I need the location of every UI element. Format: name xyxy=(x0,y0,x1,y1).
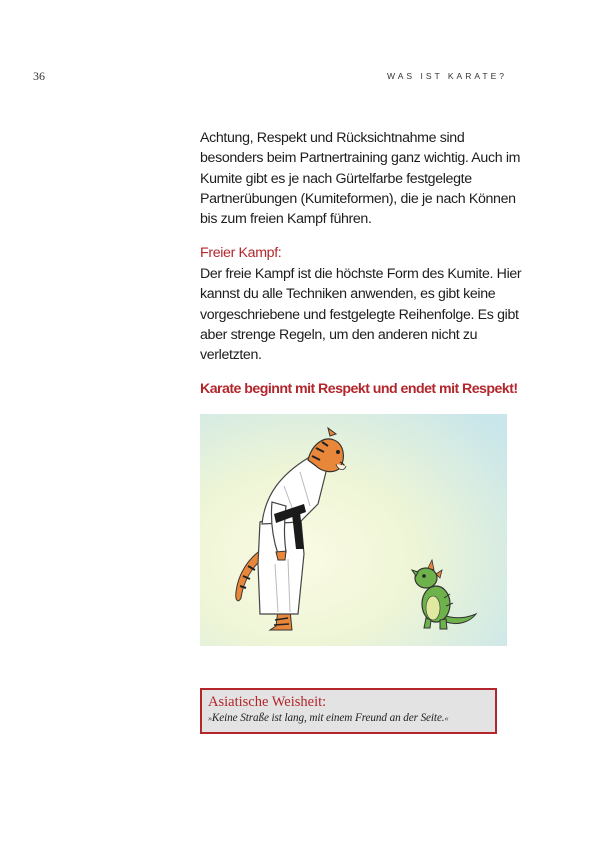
close-quote-mark: « xyxy=(444,714,449,723)
intro-paragraph: Achtung, Respekt und Rücksichtnahme sind besonders beim Partnertraining ganz wichtig. Auch im Kumite gibt es je nach Gürtelfarbe festgelegte Partnerübungen (Kumiteformen), die je nach Können bis zum freien Kampf führen. xyxy=(200,130,521,228)
tiger-bowing-to-dragon-icon xyxy=(200,414,507,646)
open-quote-mark: » xyxy=(208,714,212,723)
wisdom-title: Asiatische Weisheit: xyxy=(208,694,327,710)
wisdom-quote-text: Keine Straße ist lang, mit einem Freund an der Seite. xyxy=(211,712,445,724)
subheading-freier-kampf: Freier Kampf: xyxy=(200,245,282,261)
wisdom-box xyxy=(200,688,497,734)
freier-kampf-paragraph: Der freie Kampf ist die höchste Form des Kumite. Hier kannst du alle Techniken anwenden, es gibt keine vorgeschriebene und festgelegte Reihenfolge. Es gibt aber strenge Regeln, um den anderen nicht zu verletzten. xyxy=(200,266,522,364)
running-head: WAS IST KARATE? xyxy=(387,71,507,81)
wisdom-quote xyxy=(208,712,489,724)
page-number: 36 xyxy=(33,69,45,83)
motto: Karate beginnt mit Respekt und endet mit Respekt! xyxy=(200,381,518,397)
